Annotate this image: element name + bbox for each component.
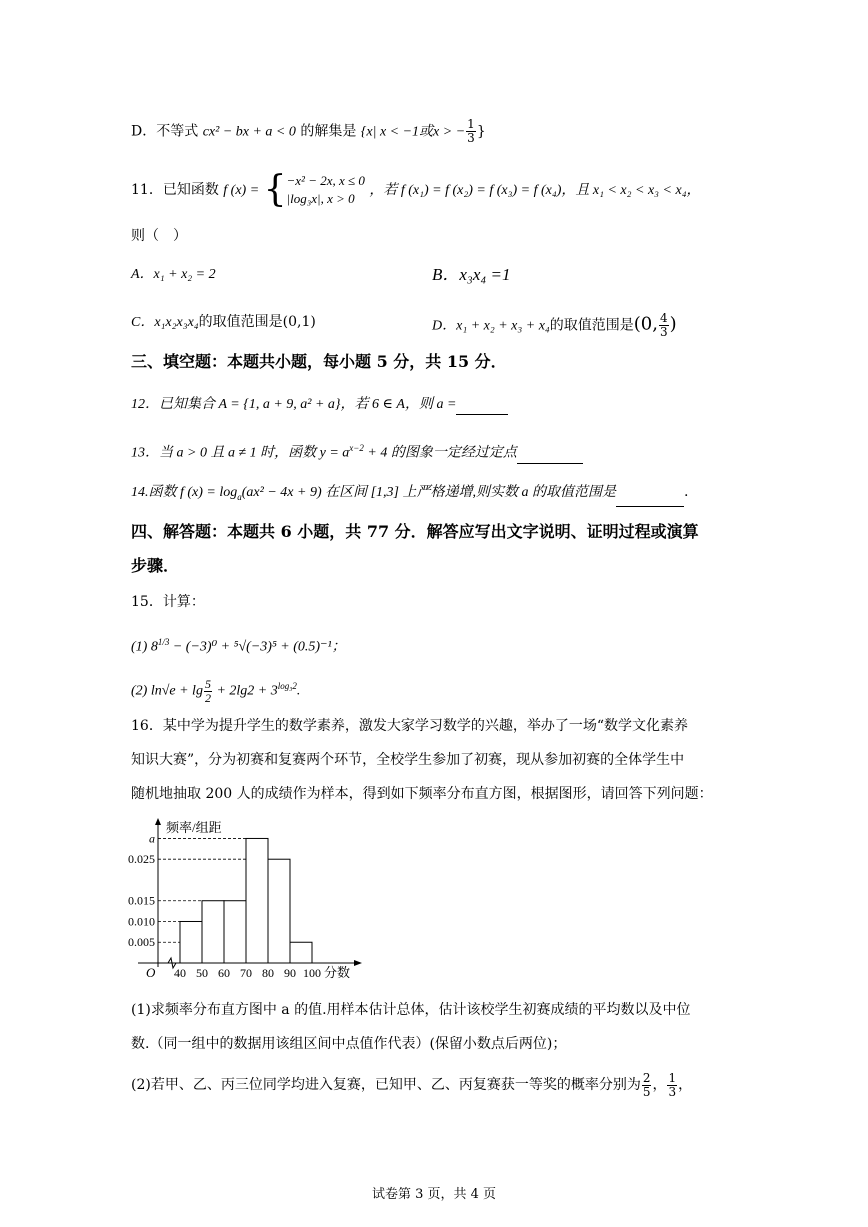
q16-sub1-line2: 数.（同一组中的数据用该组区间中点值作代表）(保留小数点后两位)； (131, 1036, 567, 1052)
frac-num: 2 (642, 1070, 651, 1085)
histogram-bar (268, 859, 290, 963)
q11-opt-c-math: C．x₁x₂x₃x₄ (131, 315, 199, 330)
q11-then (131, 226, 187, 246)
q10-d-prefix: D．不等式 (131, 123, 199, 140)
q11-option-b (432, 265, 511, 285)
q11-opt-c-text: 的取值范围是(0,1) (198, 314, 316, 330)
q15-p2-rest: + 2lg2 + 3 (212, 683, 278, 699)
q16-sub2 (131, 1068, 692, 1102)
q10-d-set-open: {x| x < −1或x > − (360, 124, 466, 140)
q11-opt-d-close: ) (669, 313, 677, 335)
q16-sub1-line1: (1)求频率分布直方图中 a 的值.用样本估计总体，估计该校学生初赛成绩的平均数以及中位 (131, 1002, 691, 1018)
frac-den: 3 (467, 131, 475, 145)
x-tick-label: 80 (262, 966, 274, 980)
x-tick-label: 90 (284, 966, 296, 980)
q11-opt-d-fraction (659, 312, 669, 339)
q13-text: 13．当 a > 0 且 a ≠ 1 时，函数 y = a (131, 445, 350, 461)
q14-sub: a (237, 491, 242, 502)
frac-num: 5 (204, 676, 211, 691)
q13 (131, 438, 583, 464)
q11-piece2: |log₃x|, x > 0 (286, 191, 355, 206)
y-tick-label: 0.015 (128, 893, 155, 908)
q12-answer-blank (456, 400, 508, 415)
histogram-bar (224, 901, 246, 963)
q13-tail: + 4 的图象一定经过定点 (363, 445, 517, 461)
frac-den: 3 (659, 325, 668, 339)
x-tick-label: 50 (196, 966, 208, 980)
q16-frac-1 (642, 1072, 652, 1099)
frac-den: 5 (642, 1084, 651, 1099)
q11-then-text: 则（ ） (131, 228, 187, 244)
q15-p2-fraction (204, 678, 212, 705)
q11-piece1: −x² − 2x, x ≤ 0 (286, 173, 365, 188)
q11-opt-d-math: D．x₁ + x₂ + x₃ + x₄ (432, 318, 550, 334)
q11-option-c (131, 312, 316, 333)
x-tick-label: 100 (303, 966, 321, 980)
x-axis-arrow (354, 960, 362, 966)
q13-answer-blank (517, 449, 583, 464)
histogram-bar (202, 901, 224, 963)
q11-label: 11．已知函数 (131, 182, 219, 198)
section-4-heading-line2: 步骤． (131, 556, 180, 575)
q12-text: 12．已知集合 A = {1, a + 9, a² + a}，若 6 ∈ A，则 a = (131, 397, 457, 412)
q15-p2: (2) ln√e + lg (131, 683, 203, 699)
q11-option-d (432, 312, 677, 339)
frac-num: 1 (467, 117, 475, 131)
section-3-heading: 三、填空题：本题共小题，每小题 5 分，共 15 分． (131, 352, 507, 371)
q16-line3: 随机地抽取 200 人的成绩作为样本，得到如下频率分布直方图，根据图形，请回答下列问题： (131, 786, 713, 802)
q15-part1 (131, 632, 346, 658)
histogram-bar (246, 838, 268, 963)
q15-label: 15．计算： (131, 594, 205, 610)
q11-piecewise (287, 172, 365, 208)
q14-answer-blank (616, 492, 684, 507)
q11-opt-d-open: (0, (633, 313, 658, 335)
q11-opt-d-text: 的取值范围是 (549, 317, 634, 334)
q11-cond1: ，若 f (x₁) = f (x₂) = f (x₃) = f (x₄) (369, 183, 562, 198)
y-tick-label: 0.005 (128, 935, 155, 950)
x-tick-label: 60 (218, 966, 230, 980)
q14 (131, 482, 688, 507)
frequency-histogram (126, 818, 366, 983)
frac-num: 1 (668, 1070, 677, 1085)
y-tick-label: 0.010 (128, 914, 155, 929)
q13-exponent: x−2 (349, 443, 364, 453)
frac-den: 2 (204, 690, 211, 705)
section-4-heading-line1: 四、解答题：本题共 6 小题，共 77 分．解答应写出文字说明、证明过程或演算 (131, 522, 699, 541)
q15-p2-exp: log₃2 (277, 681, 297, 691)
q12 (131, 394, 508, 415)
q15-p1-rest: − (−3)⁰ + ⁵√(−3)⁵ + (0.5)⁻¹； (169, 639, 346, 655)
q15-p1: (1) 8 (131, 639, 158, 655)
page-footer: 试卷第 3 页，共 4 页 (371, 1187, 497, 1202)
x-axis-label: 分数 (324, 965, 351, 980)
q16-sep: ， (652, 1077, 667, 1093)
q15-p2-end: . (296, 683, 301, 699)
q11-cond2: ，且 x₁ < x₂ < x₃ < x₄， (561, 183, 701, 198)
histogram-bar (290, 942, 312, 963)
q10-d-inequality: cx² − bx + a < 0 (202, 124, 296, 140)
q10-d-middle: 的解集是 (300, 123, 357, 140)
q16-sub2-text: (2)若甲、乙、丙三位同学均进入复赛，已知甲、乙、丙复赛获一等奖的概率分别为 (131, 1077, 641, 1093)
x-tick-label: 70 (240, 966, 252, 980)
q16-line1: 16．某中学为提升学生的数学素养，激发大家学习数学的兴趣，举办了一场“数学文化素养 (131, 718, 688, 734)
frac-num: 4 (659, 311, 668, 325)
y-tick-label: 0.025 (128, 852, 155, 867)
q11-option-a (131, 265, 216, 285)
q14-text: 14.函数 f (x) = log (131, 485, 238, 500)
origin-label: O (146, 965, 156, 980)
y-axis-label: 频率/组距 (166, 820, 222, 835)
q16-end: ， (678, 1077, 693, 1093)
q11-stem (131, 170, 701, 211)
histogram-bar (180, 921, 202, 963)
y-tick-label: a (149, 831, 155, 846)
frac-den: 3 (668, 1084, 677, 1099)
q11-opt-b: B．x₃x₄ =1 (432, 265, 511, 284)
q14-mid: (ax² − 4x + 9) 在区间 [1,3] 上严格递增,则实数 a 的取值范围是 (241, 485, 617, 500)
q14-end: . (684, 484, 689, 500)
q11-opt-a: A．x₁ + x₂ = 2 (131, 267, 216, 282)
x-tick-label: 40 (174, 966, 186, 980)
q11-fx: f (x) = (223, 183, 260, 198)
q10-option-d (131, 118, 486, 145)
q10-d-set-close: } (476, 123, 486, 140)
q16-line2: 知识大赛”，分为初赛和复赛两个环节，全校学生参加了初赛，现从参加初赛的全体学生中 (131, 752, 685, 768)
y-axis-arrow (155, 818, 161, 825)
q15-p1-exp: 1/3 (157, 637, 170, 647)
q15-part2 (131, 676, 300, 705)
piecewise-brace: { (263, 169, 287, 210)
q10-d-fraction (466, 118, 476, 145)
q16-frac-2 (667, 1072, 677, 1099)
